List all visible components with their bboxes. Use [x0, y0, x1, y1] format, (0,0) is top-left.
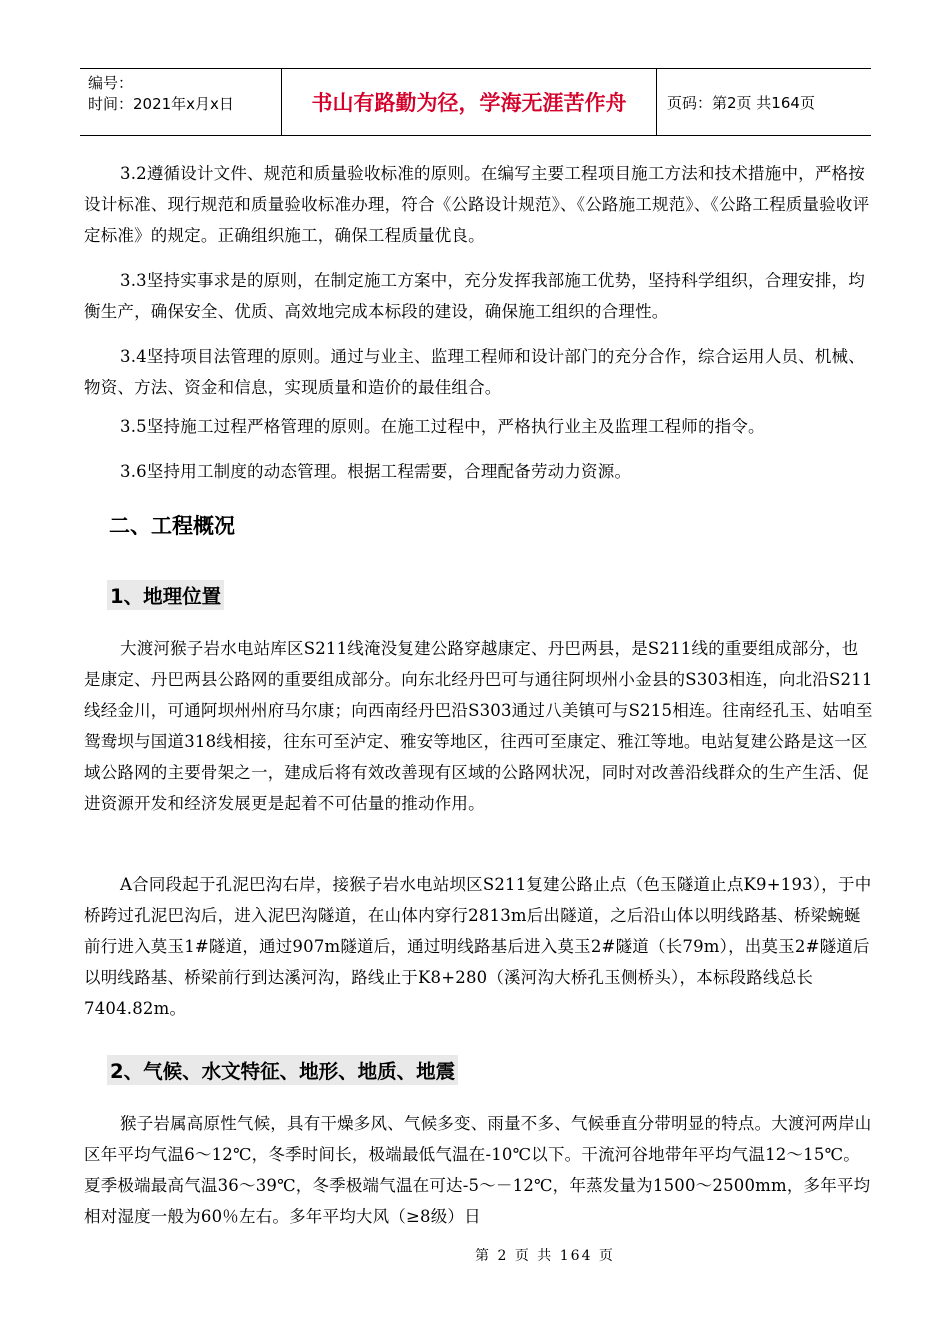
subsection-climate-title: 2、气候、水文特征、地形、地质、地震	[107, 1055, 458, 1085]
subsection-location-title: 1、地理位置	[107, 580, 224, 610]
section-title: 二、工程概况	[109, 514, 235, 538]
header-motto: 书山有路勤为径，学海无涯苦作舟	[282, 69, 657, 135]
principle-3-2: 3.2遵循设计文件、规范和质量验收标准的原则。在编写主要工程项目施工方法和技术措施中，严格按设计标准、现行规范和质量验收标准办理，符合《公路设计规范》、《公路施工规范》、《公路工程质量验收评定标准》的规定。正确组织施工，确保工程质量优良。	[84, 164, 870, 245]
principle-3-4: 3.4坚持项目法管理的原则。通过与业主、监理工程师和设计部门的充分合作，综合运用人员、机械、物资、方法、资金和信息，实现质量和造价的最佳组合。	[84, 347, 865, 397]
location-paragraph-2: A合同段起于孔泥巴沟右岸，接猴子岩水电站坝区S211复建公路止点（色玉隧道止点K9+193），于中桥跨过孔泥巴沟后，进入泥巴沟隧道，在山体内穿行2813m后出隧道，之后沿山体以明线路基、桥梁蜿蜒前行进入莫玉1#隧道，通过907m隧道后，通过明线路基后进入莫玉2#隧道（长79m），出莫玉2#隧道后以明线路基、桥梁前行到达溪河沟，路线止于K8+280（溪河沟大桥孔玉侧桥头），本标段路线总长7404.82m。	[84, 875, 872, 1018]
header-meta	[80, 69, 282, 135]
climate-paragraph-1: 猴子岩属高原性气候，具有干燥多风、气候多变、雨量不多、气候垂直分带明显的特点。大渡河两岸山区年平均气温6～12℃，冬季时间长，极端最低气温在-10℃以下。干流河谷地带年平均气温12～15℃。夏季极端最高气温36～39℃，冬季极端气温在可达-5～－12℃，年蒸发量为1500～2500mm，多年平均相对湿度一般为60％左右。多年平均大风（≥8级）日	[84, 1114, 872, 1226]
principle-3-5: 3.5坚持施工过程严格管理的原则。在施工过程中，严格执行业主及监理工程师的指令。	[120, 417, 765, 436]
principle-3-6: 3.6坚持用工制度的动态管理。根据工程需要，合理配备劳动力资源。	[120, 462, 632, 481]
page-footer: 第 2 页 共 164 页	[475, 1248, 615, 1264]
doc-number-label: 编号：	[88, 74, 134, 92]
doc-date-label: 时间：2021年x月x日	[88, 95, 234, 113]
location-paragraph-1: 大渡河猴子岩水电站库区S211线淹没复建公路穿越康定、丹巴两县，是S211线的重要组成部分，也是康定、丹巴两县公路网的重要组成部分。向东北经丹巴可与通往阿坝州小金县的S303相连，向北沿S211线经金川，可通阿坝州州府马尔康；向西南经丹巴沿S303通过八美镇可与S215相连。往南经孔玉、姑咱至鸳鸯坝与国道318线相接，往东可至泸定、雅安等地区，往西可至康定、雅江等地。电站复建公路是这一区域公路网的主要骨架之一，建成后将有效改善现有区域的公路网状况，同时对改善沿线群众的生产生活、促进资源开发和经济发展更是起着不可估量的推动作用。	[84, 639, 873, 813]
page-header	[80, 68, 871, 136]
principle-3-3: 3.3坚持实事求是的原则，在制定施工方案中，充分发挥我部施工优势，坚持科学组织，合理安排，均衡生产，确保安全、优质、高效地完成本标段的建设，确保施工组织的合理性。	[84, 271, 865, 321]
header-page-info: 页码：第2页 共164页	[667, 93, 815, 112]
